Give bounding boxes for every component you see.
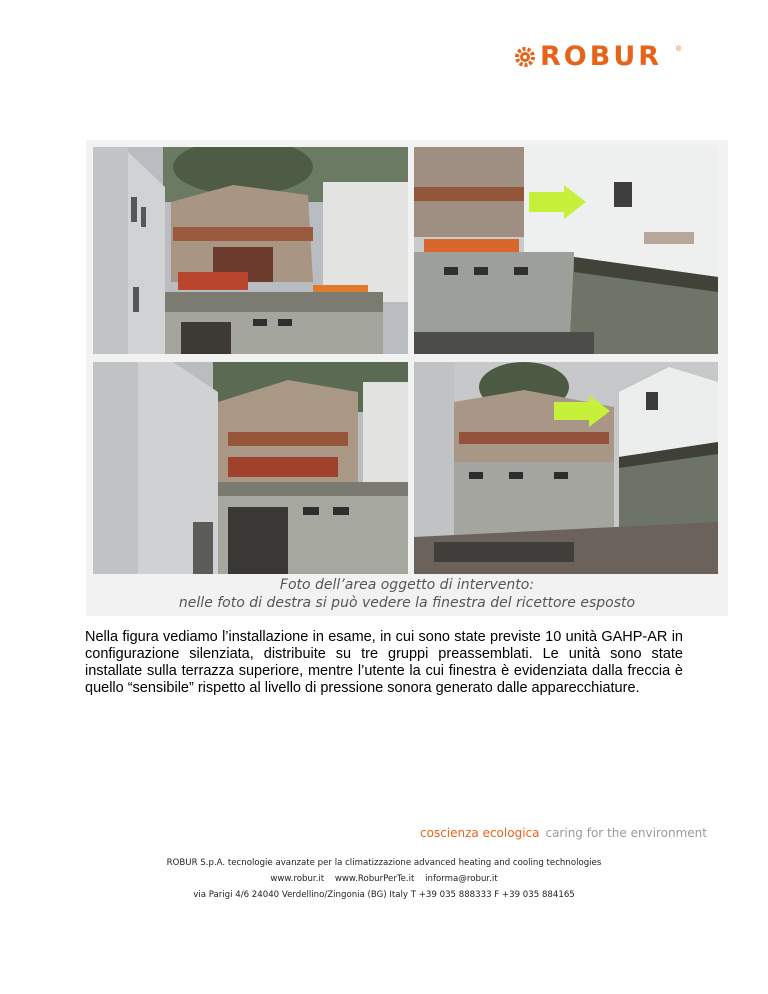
tagline-english: caring for the environment bbox=[545, 826, 707, 840]
gear-icon bbox=[514, 46, 536, 68]
photo-top-left bbox=[93, 147, 408, 354]
photo-bottom-right bbox=[414, 362, 718, 574]
footer-web-line bbox=[0, 874, 768, 884]
caption-line-2: nelle foto di destra si può vedere la finestra del ricettore esposto bbox=[178, 595, 636, 611]
robur-logo bbox=[514, 41, 686, 72]
caption-line-1: Foto dell’area oggetto di intervento: bbox=[279, 577, 535, 593]
tagline bbox=[420, 826, 707, 840]
body-paragraph: Nella figura vediamo l’installazione in esame, in cui sono state previste 10 unità GAHP-AR in configurazione silenziata, distribuite su tre gruppi preassemblati. Le unità sono state installate sulla terrazza superiore, mentre l’utente la cui finestra è evidenziata dalla freccia è quello “sensibile” rispetto al livello di pressione sonora generato dalle apparecchiature. bbox=[85, 629, 683, 696]
arrow-body-2 bbox=[554, 402, 589, 420]
photo-panel bbox=[86, 140, 728, 616]
registered-mark: ® bbox=[676, 46, 682, 53]
footer-company-line: ROBUR S.p.A. tecnologie avanzate per la climatizzazione advanced heating and cooling technologies bbox=[166, 858, 602, 868]
footer-website-1[interactable]: www.robur.it bbox=[270, 874, 325, 884]
photo-top-right bbox=[414, 147, 718, 354]
arrow-body bbox=[529, 192, 564, 212]
tagline-italian: coscienza ecologica bbox=[420, 826, 540, 840]
footer-website-2[interactable]: www.RoburPerTe.it bbox=[334, 874, 415, 884]
footer-email[interactable]: informa@robur.it bbox=[425, 874, 498, 884]
photo-bottom-left bbox=[93, 362, 408, 574]
footer-address-line: via Parigi 4/6 24040 Verdellino/Zingonia (BG) Italy T +39 035 888333 F +39 035 884165 bbox=[193, 890, 575, 900]
logo-wordmark: ROBUR bbox=[540, 41, 663, 72]
